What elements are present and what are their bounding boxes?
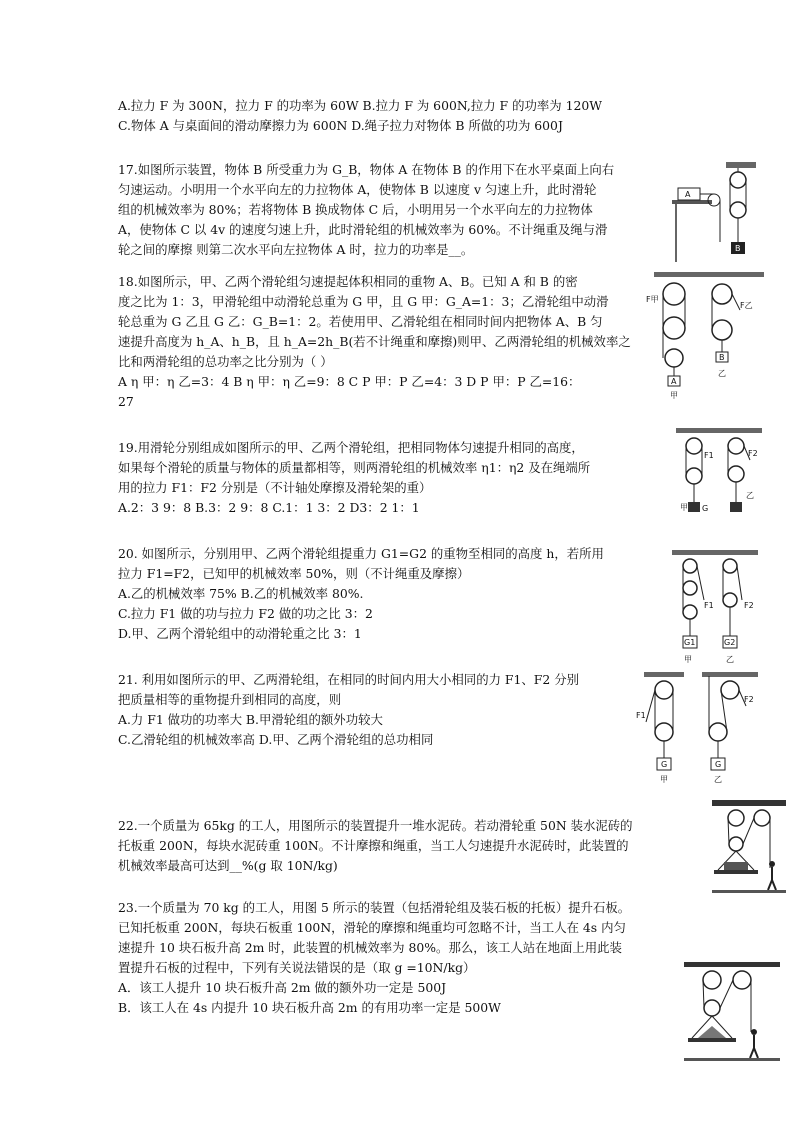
q19-line: 用的拉力 F1：F2 分别是（不计轴处摩擦及滑轮架的重） xyxy=(118,480,432,495)
q20-line: D.甲、乙两个滑轮组中的动滑轮重之比 3：1 xyxy=(118,626,362,641)
q19-label-f2: F2 xyxy=(748,449,758,458)
q18-line: 比和两滑轮组的总功率之比分别为（ ） xyxy=(118,354,333,369)
q23-line: B．该工人在 4s 内提升 10 块石板升高 2m 的有用功率一定是 500W xyxy=(118,1000,501,1015)
q17-line: 17.如图所示装置，物体 B 所受重力为 G_B，物体 A 在物体 B 的作用下在水平桌面上向右 xyxy=(118,162,615,177)
q20-line: A.乙的机械效率 75% B.乙的机械效率 80%. xyxy=(118,586,364,601)
q18-figure xyxy=(644,272,774,402)
q20-label-yi: 乙 xyxy=(726,655,734,664)
q22-figure xyxy=(712,800,786,894)
q23-line: A．该工人提升 10 块石板升高 2m 做的额外功一定是 500J xyxy=(118,980,447,995)
q21-label-g-right: G xyxy=(715,760,722,769)
q21-line: 把质量相等的重物提升到相同的高度，则 xyxy=(118,692,342,707)
q22-line: 22.一个质量为 65kg 的工人，用图所示的装置提升一堆水泥砖。若动滑轮重 50N 装水泥砖的 xyxy=(118,818,633,833)
q16-option-line: A.拉力 F 为 300N，拉力 F 的功率为 60W B.拉力 F 为 600N,拉力 F 的功率为 120W xyxy=(118,98,602,113)
q20-line: 拉力 F1=F2，已知甲的机械效率 50%，则（不计绳重及摩擦） xyxy=(118,566,470,581)
q17-line: 匀速运动。小明用一个水平向左的力拉物体 A，使物体 B 以速度 v 匀速上升，此时滑轮 xyxy=(118,182,597,197)
q17-line: 组的机械效率为 80%；若将物体 B 换成物体 C 后，小明用另一个水平向左的力拉物体 xyxy=(118,202,593,217)
q18-label-f1: F甲 xyxy=(646,295,659,304)
q20-figure xyxy=(670,550,760,668)
q21-line: 21. 利用如图所示的甲、乙两滑轮组，在相同的时间内用大小相同的力 F1、F2 分别 xyxy=(118,672,579,687)
q16-option-line: C.物体 A 与桌面间的滑动摩擦力为 600N D.绳子拉力对物体 B 所做的功为 600J xyxy=(118,118,563,133)
q20-label-f1: F1 xyxy=(704,601,714,610)
q21-label-g-left: G xyxy=(661,760,668,769)
q23-figure xyxy=(684,962,780,1062)
q21-label-f2: F2 xyxy=(744,695,754,704)
q18-label-yi: 乙 xyxy=(718,369,726,378)
q23-line: 已知托板重 200N，每块石板重 100N，滑轮的摩擦和绳重均可忽略不计，当工人在 4s 内匀 xyxy=(118,920,626,935)
q18-line: 轮总重为 G 乙且 G 乙：G_B=1：2。若使用甲、乙滑轮组在相同时间内把物体 A、B 匀 xyxy=(118,314,603,329)
q19-line: 19.用滑轮分别组成如图所示的甲、乙两个滑轮组，把相同物体匀速提升相同的高度， xyxy=(118,440,584,455)
q22-line: 托板重 200N，每块水泥砖重 100N。不计摩擦和绳重，当工人匀速提升水泥砖时，此装置的 xyxy=(118,838,629,853)
q20-label-jia: 甲 xyxy=(684,655,692,664)
q18-line: 度之比为 1：3，甲滑轮组中动滑轮总重为 G 甲，且 G 甲：G_A=1：3；乙滑轮组中动滑 xyxy=(118,294,609,309)
q20-label-g2: G2 xyxy=(724,638,736,647)
q19-label-jia: 甲 xyxy=(680,503,688,512)
question-22 xyxy=(118,816,678,876)
question-16-options xyxy=(118,96,678,136)
q20-label-g1: G1 xyxy=(684,638,696,647)
q21-label-yi: 乙 xyxy=(714,775,722,784)
q18-label-a: A xyxy=(671,377,677,386)
q17-figure xyxy=(670,162,770,266)
q20-label-f2: F2 xyxy=(744,601,754,610)
q17-line: 轮之间的摩擦 则第二次水平向左拉物体 A 时，拉力的功率是__。 xyxy=(118,242,474,257)
q18-label-f2: F乙 xyxy=(740,301,753,310)
q19-label-f1: F1 xyxy=(704,451,714,460)
q19-line: A.2：3 9：8 B.3：2 9：8 C.1：1 3：2 D3：2 1：1 xyxy=(118,500,420,515)
q17-label-b: B xyxy=(735,244,741,253)
q23-line: 23.一个质量为 70 kg 的工人，用图 5 所示的装置（包括滑轮组及装石板的托板）提升石板。 xyxy=(118,900,631,915)
question-23 xyxy=(118,898,678,1018)
q19-label-yi: 乙 xyxy=(746,491,754,500)
q21-figure xyxy=(634,672,764,784)
question-19 xyxy=(118,438,678,518)
q18-line: 18.如图所示，甲、乙两个滑轮组匀速提起体积相同的重物 A、B。已知 A 和 B 的密 xyxy=(118,274,578,289)
q21-line: C.乙滑轮组的机械效率高 D.甲、乙两个滑轮组的总功相同 xyxy=(118,732,434,747)
q18-label-b: B xyxy=(719,353,725,362)
question-18 xyxy=(118,272,678,412)
question-20 xyxy=(118,544,678,644)
q22-line: 机械效率最高可达到__%(g 取 10N/kg) xyxy=(118,858,338,873)
q17-line: A，使物体 C 以 4v 的速度匀速上升，此时滑轮组的机械效率为 60%。不计绳重及绳与滑 xyxy=(118,222,608,237)
question-21 xyxy=(118,670,678,750)
q19-label-g: G xyxy=(702,504,709,513)
q21-line: A.力 F1 做功的功率大 B.甲滑轮组的额外功较大 xyxy=(118,712,383,727)
q23-line: 置提升石板的过程中，下列有关说法错误的是（取 g =10N/kg） xyxy=(118,960,476,975)
q19-line: 如果每个滑轮的质量与物体的质量都相等，则两滑轮组的机械效率 η1：η2 及在绳端所 xyxy=(118,460,591,475)
q18-line: 27 xyxy=(118,394,134,409)
q18-label-jia: 甲 xyxy=(670,391,678,400)
q18-line: 速提升高度为 h_A、h_B，且 h_A=2h_B(若不计绳重和摩擦)则甲、乙两滑轮组的机械效率之 xyxy=(118,334,631,349)
q21-label-jia: 甲 xyxy=(660,775,668,784)
question-17 xyxy=(118,160,678,260)
q23-line: 速提升 10 块石板升高 2m 时，此装置的机械效率为 80%。那么，该工人站在地面上用此装 xyxy=(118,940,622,955)
q21-label-f1: F1 xyxy=(636,711,646,720)
q20-line: 20. 如图所示，分别用甲、乙两个滑轮组提重力 G1=G2 的重物至相同的高度 h，若所用 xyxy=(118,546,604,561)
q20-line: C.拉力 F1 做的功与拉力 F2 做的功之比 3：2 xyxy=(118,606,373,621)
q17-label-a: A xyxy=(685,190,691,199)
q18-line: A η 甲：η 乙=3：4 B η 甲：η 乙=9：8 C P 甲：P 乙=4：3 D P 甲：P 乙=16： xyxy=(118,374,581,389)
q19-figure xyxy=(674,428,764,524)
